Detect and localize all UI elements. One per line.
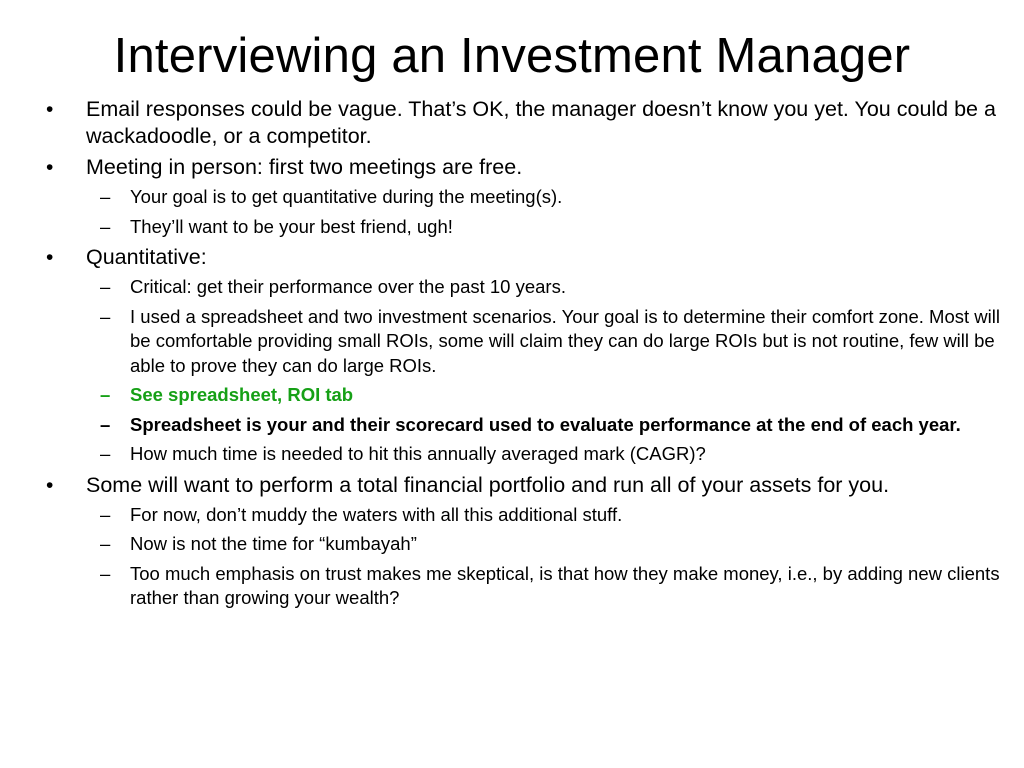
dash-marker: – bbox=[100, 413, 111, 435]
bullet-marker: • bbox=[46, 156, 54, 179]
sub-bullet-text: See spreadsheet, ROI tab bbox=[130, 384, 354, 405]
bullet-text: Quantitative: bbox=[86, 245, 207, 269]
bullet-item bbox=[44, 472, 1006, 499]
sub-bullet-text: Spreadsheet is your and their scorecard used to evaluate performance at the end of each year. bbox=[130, 413, 961, 435]
sub-bullet-text: Critical: get their performance over the past 10 years. bbox=[130, 276, 566, 297]
dash-marker: – bbox=[100, 562, 111, 584]
sub-bullet-item bbox=[44, 185, 1006, 210]
bullet-item bbox=[44, 154, 1006, 181]
bullet-marker: • bbox=[46, 98, 54, 121]
sub-bullet-text: Now is not the time for “kumbayah” bbox=[130, 533, 417, 554]
sub-bullet-text: I used a spreadsheet and two investment scenarios. Your goal is to determine their comfort zone. Most will be comfortable providing small ROIs, some will claim they can do large ROIs but is not routine, few will be able to prove they can do large ROIs. bbox=[130, 305, 1000, 376]
sub-bullet-text: Too much emphasis on trust makes me skeptical, is that how they make money, i.e., by adding new clients rather than growing your wealth? bbox=[130, 562, 1000, 608]
dash-marker: – bbox=[100, 215, 111, 237]
sub-bullet-item-highlight bbox=[44, 383, 1006, 408]
dash-marker: – bbox=[100, 186, 111, 207]
dash-marker: – bbox=[100, 443, 111, 464]
sub-bullet-item bbox=[44, 305, 1006, 379]
sub-bullet-item bbox=[44, 275, 1006, 300]
bullet-item bbox=[44, 96, 1006, 150]
sub-bullet-item bbox=[44, 215, 1006, 240]
bullet-marker: • bbox=[46, 246, 54, 269]
bullet-item bbox=[44, 244, 1006, 271]
bullet-marker: • bbox=[46, 473, 54, 497]
dash-marker: – bbox=[100, 276, 111, 297]
sub-bullet-item bbox=[44, 532, 1006, 557]
sub-bullet-item-bold bbox=[44, 413, 1006, 438]
sub-bullet-item bbox=[44, 442, 1006, 467]
dash-marker: – bbox=[100, 305, 111, 327]
slide-title: Interviewing an Investment Manager bbox=[113, 29, 911, 83]
dash-marker: – bbox=[100, 503, 111, 525]
bullet-text: Some will want to perform a total financial portfolio and run all of your assets for you. bbox=[86, 472, 890, 497]
dash-marker: – bbox=[100, 533, 111, 554]
sub-bullet-item bbox=[44, 562, 1006, 611]
sub-bullet-text: Your goal is to get quantitative during the meeting(s). bbox=[130, 186, 563, 207]
sub-bullet-text: How much time is needed to hit this annually averaged mark (CAGR)? bbox=[130, 443, 706, 464]
sub-bullet-text: They’ll want to be your best friend, ugh! bbox=[130, 215, 453, 237]
bullet-text: Email responses could be vague. That’s OK, the manager doesn’t know you yet. You could be a wackadoodle, or a competitor. bbox=[86, 97, 996, 148]
sub-bullet-text: For now, don’t muddy the waters with all this additional stuff. bbox=[130, 503, 623, 525]
dash-marker: – bbox=[100, 384, 111, 405]
sub-bullet-item bbox=[44, 503, 1006, 528]
bullet-text: Meeting in person: first two meetings are free. bbox=[86, 155, 523, 179]
slide-body bbox=[44, 96, 1006, 616]
